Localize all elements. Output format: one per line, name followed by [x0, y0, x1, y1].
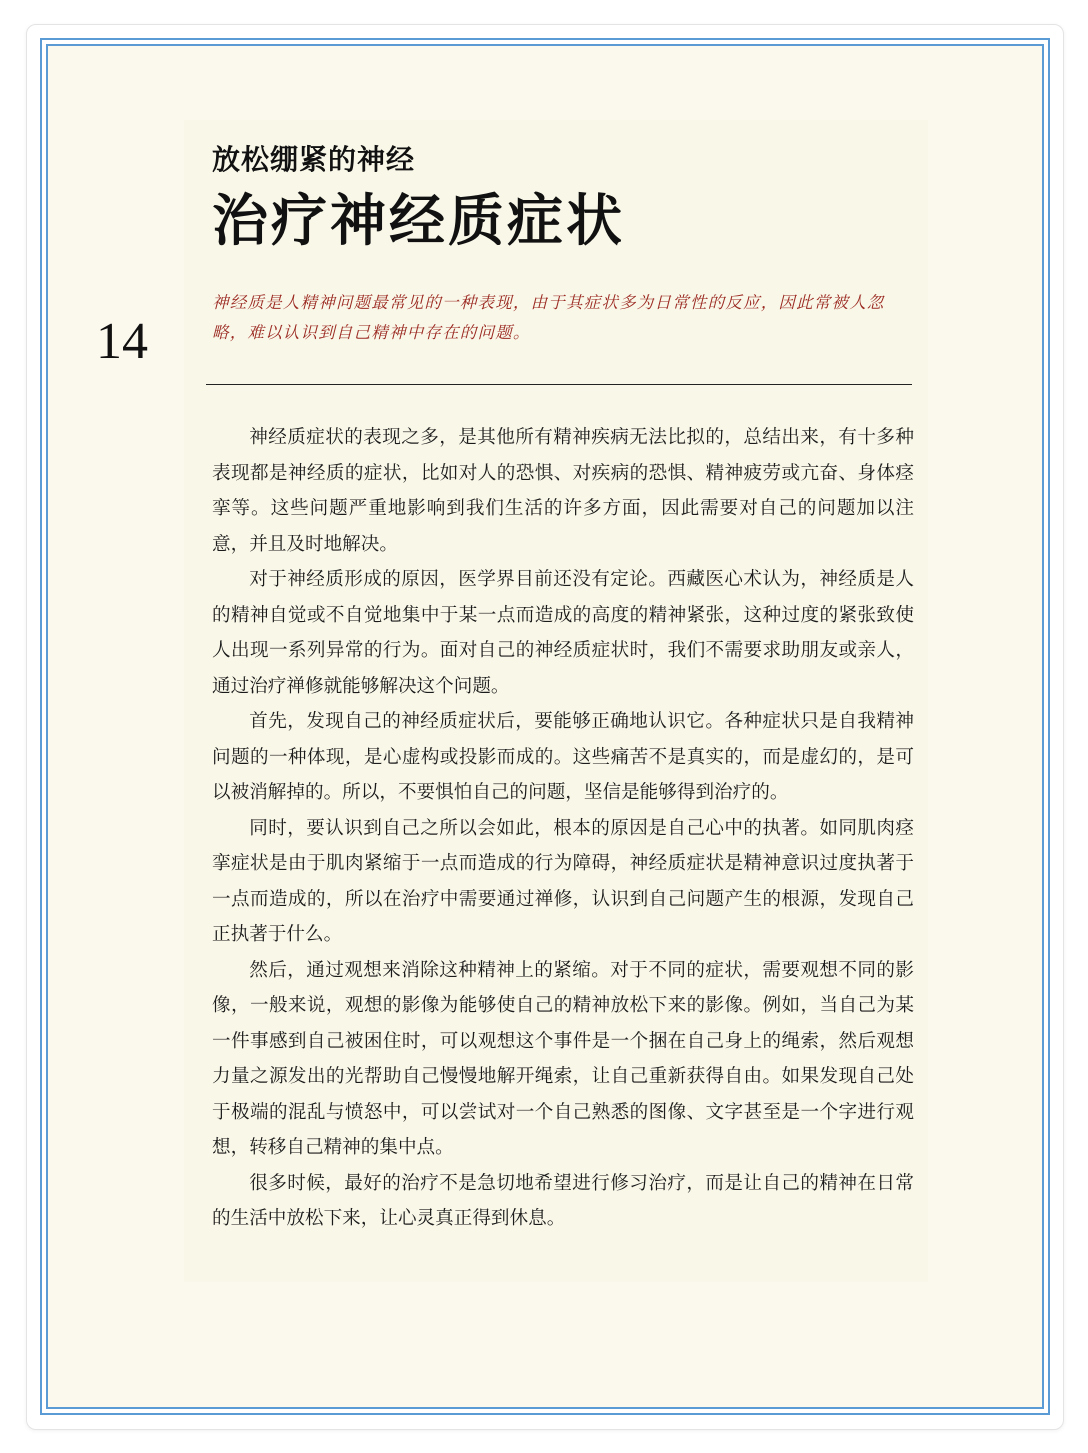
paragraph: 神经质症状的表现之多，是其他所有精神疾病无法比拟的，总结出来，有十多种表现都是神经质的症状，比如对人的恐惧、对疾病的恐惧、精神疲劳或亢奋、身体痉挛等。这些问题严重地影响到我们生活的许多方面，因此需要对自己的问题加以注意，并且及时地解决。	[212, 427, 914, 555]
intro-text: 神经质是人精神问题最常见的一种表现，由于其症状多为日常性的反应，因此常被人忽略，难以认识到自己精神中存在的问题。	[212, 293, 885, 342]
page-subtitle: 放松绷紧的神经	[212, 143, 416, 176]
paragraph: 对于神经质形成的原因，医学界目前还没有定论。西藏医心术认为，神经质是人的精神自觉或不自觉地集中于某一点而造成的高度的精神紧张，这种过度的紧张致使人出现一系列异常的行为。面对自己的神经质症状时，我们不需要求助朋友或亲人，通过治疗禅修就能够解决这个问题。	[212, 569, 914, 697]
paragraph: 很多时候，最好的治疗不是急切地希望进行修习治疗，而是让自己的精神在日常的生活中放松下来，让心灵真正得到休息。	[212, 1172, 914, 1229]
article-body	[212, 420, 914, 1237]
page-title: 治疗神经质症状	[212, 189, 625, 254]
paragraph: 然后，通过观想来消除这种精神上的紧缩。对于不同的症状，需要观想不同的影像，一般来说，观想的影像为能够使自己的精神放松下来的影像。例如，当自己为某一件事感到自己被困住时，可以观想这个事件是一个捆在自己身上的绳索，然后观想力量之源发出的光帮助自己慢慢地解开绳索，让自己重新获得自由。如果发现自己处于极端的混乱与愤怒中，可以尝试对一个自己熟悉的图像、文字甚至是一个字进行观想，转移自己精神的集中点。	[212, 959, 914, 1158]
paragraph: 首先，发现自己的神经质症状后，要能够正确地认识它。各种症状只是自我精神问题的一种体现，是心虚构或投影而成的。这些痛苦不是真实的，而是虚幻的，是可以被消解掉的。所以，不要惧怕自己的问题，坚信是能够得到治疗的。	[212, 711, 914, 803]
paragraph: 同时，要认识到自己之所以会如此，根本的原因是自己心中的执著。如同肌肉痉挛症状是由于肌肉紧缩于一点而造成的行为障碍，神经质症状是精神意识过度执著于一点而造成的，所以在治疗中需要通过禅修，认识到自己问题产生的根源，发现自己正执著于什么。	[212, 817, 914, 945]
divider-line	[206, 384, 912, 385]
page-number: 14	[96, 313, 148, 370]
